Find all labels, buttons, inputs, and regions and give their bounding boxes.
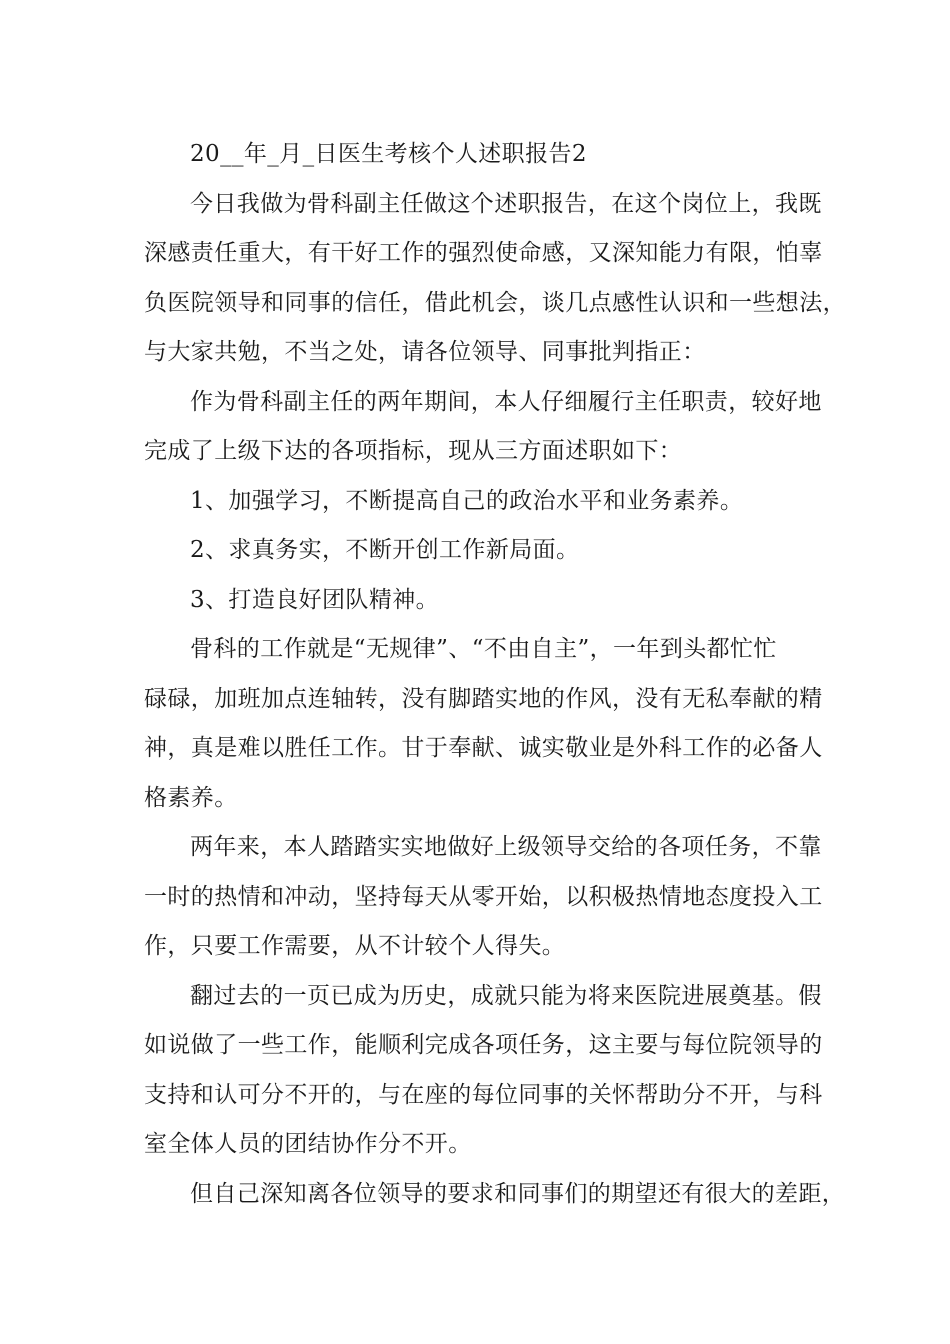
paragraph-line: 但自己深知离各位领导的要求和同事们的期望还有很大的差距， bbox=[190, 1180, 846, 1207]
paragraph-line: 2、求真务实，不断开创工作新局面。 bbox=[190, 537, 580, 563]
paragraph-line: 如说做了一些工作，能顺利完成各项任务，这主要与每位院领导的 bbox=[144, 1032, 823, 1058]
paragraph-line: 与大家共勉，不当之处，请各位领导、同事批判指正： bbox=[144, 339, 706, 365]
document-title: 20__年_月_日医生考核个人述职报告2 bbox=[190, 141, 587, 167]
paragraph-line: 两年来，本人踏踏实实地做好上级领导交给的各项任务，不靠 bbox=[190, 834, 822, 860]
paragraph-line: 神，真是难以胜任工作。甘于奉献、诚实敬业是外科工作的必备人 bbox=[144, 735, 823, 761]
paragraph-line: 今日我做为骨科副主任做这个述职报告，在这个岗位上，我既 bbox=[190, 190, 822, 217]
paragraph-line: 3、打造良好团队精神。 bbox=[190, 586, 440, 613]
paragraph-line: 碌碌，加班加点连轴转，没有脚踏实地的作风，没有无私奉献的精 bbox=[144, 685, 823, 712]
paragraph-line: 支持和认可分不开的，与在座的每位同事的关怀帮助分不开，与科 bbox=[144, 1081, 823, 1108]
paragraph-line: 作，只要工作需要，从不计较个人得失。 bbox=[144, 933, 566, 959]
paragraph-line: 室全体人员的团结协作分不开。 bbox=[144, 1131, 472, 1157]
paragraph-list bbox=[144, 180, 846, 1220]
paragraph-line: 完成了上级下达的各项指标，现从三方面述职如下： bbox=[144, 438, 683, 464]
paragraph-line: 1、加强学习，不断提高自己的政治水平和业务素养。 bbox=[190, 487, 744, 514]
paragraph-line: 作为骨科副主任的两年期间，本人仔细履行主任职责，较好地 bbox=[190, 388, 822, 415]
document-body bbox=[144, 130, 846, 1219]
paragraph-line: 翻过去的一页已成为历史，成就只能为将来医院进展奠基。假 bbox=[190, 982, 822, 1009]
paragraph-line: 负医院领导和同事的信任，借此机会，谈几点感性认识和一些想法， bbox=[144, 289, 846, 316]
paragraph-line: 深感责任重大，有干好工作的强烈使命感，又深知能力有限，怕辜 bbox=[144, 240, 823, 266]
paragraph-line: 格素养。 bbox=[144, 784, 238, 811]
paragraph-line: 一时的热情和冲动，坚持每天从零开始，以积极热情地态度投入工 bbox=[144, 883, 823, 910]
paragraph-line: 骨科的工作就是“无规律”、“不由自主”，一年到头都忙忙 bbox=[190, 636, 777, 662]
